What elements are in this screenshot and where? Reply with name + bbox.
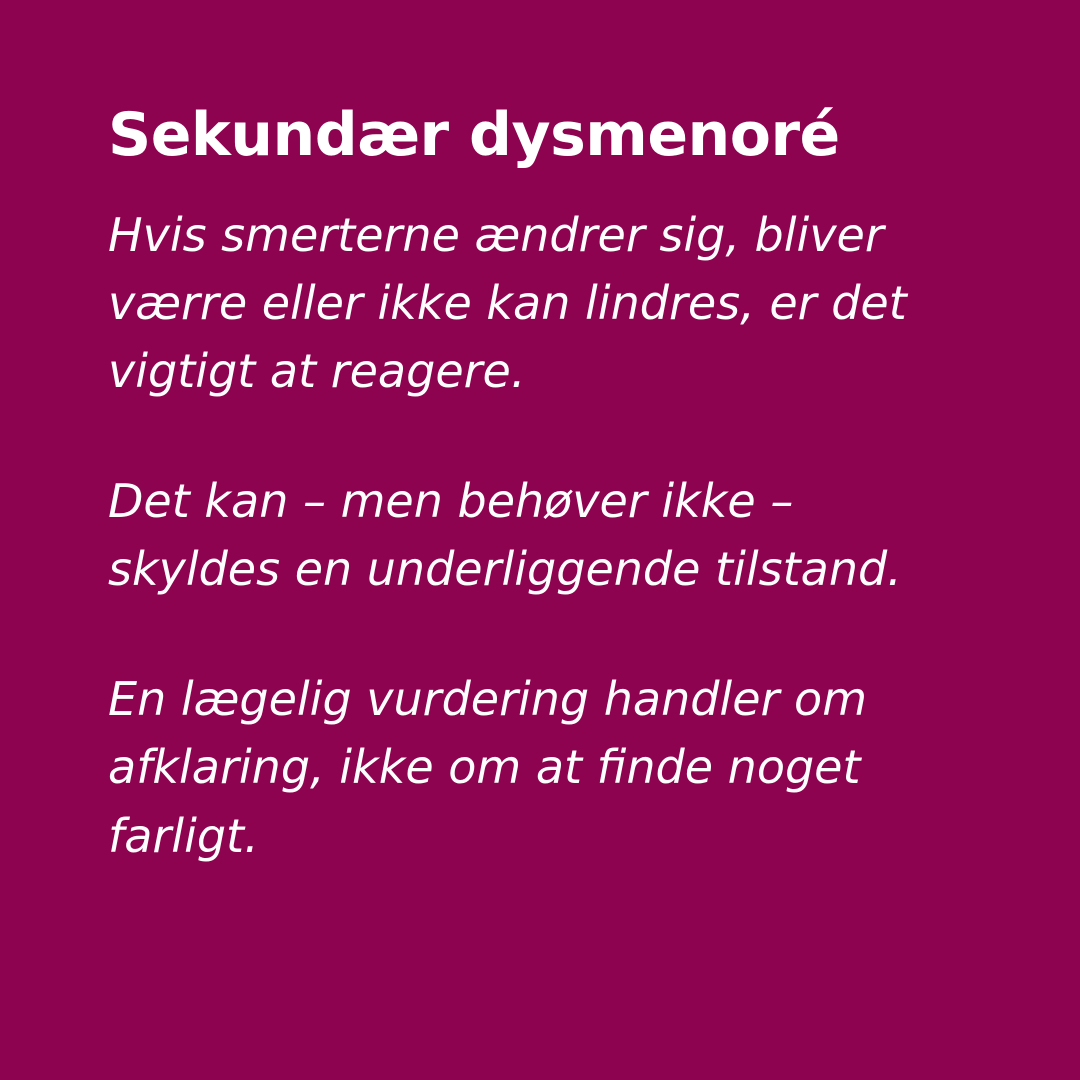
body-paragraph-1: Hvis smerterne ændrer sig, bliver værre eller ikke kan lindres, er det vigtigt at reagere. — [108, 208, 922, 399]
body-paragraph-3: En lægelig vurdering handler om afklaring, ikke om at finde noget farligt. — [108, 672, 882, 863]
body-paragraph-2: Det kan – men behøver ikke – skyldes en underliggende tilstand. — [108, 474, 902, 597]
page-title: Sekundær dysmenoré — [108, 100, 840, 170]
